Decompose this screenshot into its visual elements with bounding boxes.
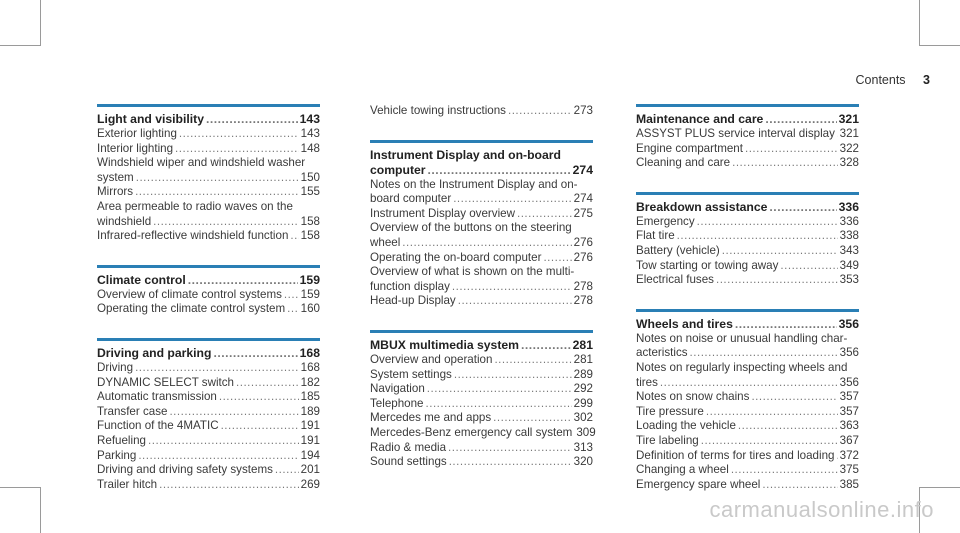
toc-entry[interactable]: [370, 207, 593, 222]
toc-entry[interactable]: [636, 229, 859, 244]
section-rule: [97, 338, 320, 341]
toc-entry[interactable]: [97, 390, 320, 405]
toc-entry[interactable]: [636, 405, 859, 420]
toc-entry-text: Tire labeling: [636, 433, 699, 447]
toc-entry-text: Mercedes me and apps: [370, 411, 492, 425]
toc-entry[interactable]: [370, 397, 593, 412]
dot-leader: [543, 251, 571, 266]
page-ref: 158: [300, 229, 320, 243]
toc-entry-line: Notes on noise or unusual handling char-: [636, 331, 848, 345]
page-ref: 275: [573, 206, 593, 220]
toc-entry[interactable]: [97, 142, 320, 157]
section-title-link[interactable]: [97, 273, 320, 288]
page-ref: 185: [300, 390, 320, 404]
toc-entry-text: Battery (vehicle): [636, 243, 720, 257]
page-ref: 155: [300, 185, 320, 199]
page-ref: 273: [573, 104, 593, 117]
page-ref: 194: [300, 448, 320, 462]
crop-mark: [919, 0, 920, 46]
toc-entry-line: Overview of what is shown on the multi-: [370, 265, 575, 279]
toc-entry[interactable]: [370, 411, 593, 426]
toc-entry-line: Area permeable to radio waves on the: [97, 199, 293, 213]
toc-entry[interactable]: [97, 449, 320, 464]
page-ref: 269: [300, 477, 320, 491]
dot-leader: [751, 390, 837, 405]
crop-mark: [40, 487, 41, 533]
dot-leader: [275, 463, 299, 478]
toc-entry-text: Engine compartment: [636, 141, 743, 155]
dot-leader: [136, 171, 299, 186]
section-title-link[interactable]: [636, 317, 859, 332]
toc-entry-text: Flat tire: [636, 229, 675, 243]
toc-entry[interactable]: [636, 259, 859, 274]
toc-entry[interactable]: [370, 251, 593, 266]
toc-entry[interactable]: [370, 441, 593, 456]
toc-entry[interactable]: [636, 127, 859, 142]
toc-entry-text: Notes on snow chains: [636, 390, 750, 404]
page-ref: 289: [573, 367, 593, 381]
toc-entry[interactable]: [636, 390, 859, 405]
page-ref: 189: [300, 404, 320, 418]
dot-leader: [454, 368, 572, 383]
crop-mark: [919, 487, 960, 488]
toc-entry[interactable]: [97, 229, 320, 244]
dot-leader: [780, 259, 837, 274]
toc-section: [370, 330, 596, 470]
toc-entry[interactable]: [370, 455, 593, 470]
dot-leader: [426, 397, 572, 412]
toc-entry-text: function display: [370, 279, 450, 293]
toc-entry-text: Vehicle towing instructions: [370, 104, 506, 117]
toc-entry[interactable]: [636, 376, 859, 391]
section-rule: [370, 140, 593, 143]
toc-section: [97, 265, 320, 317]
toc-column-3: [636, 104, 859, 513]
page-ref: 336: [839, 214, 859, 228]
section-title-link-text: Maintenance and care: [636, 112, 764, 126]
toc-entry-text: Refueling: [97, 433, 146, 447]
toc-entry-text: Interior lighting: [97, 141, 174, 155]
toc-entry[interactable]: [97, 185, 320, 200]
page-ref: 343: [839, 243, 859, 257]
section-title-link-text: Breakdown assistance: [636, 199, 768, 214]
toc-entry[interactable]: [636, 463, 859, 478]
section-rule: [97, 104, 320, 107]
dot-leader: [287, 302, 299, 317]
toc-entry-text: Head-up Display: [370, 294, 456, 308]
page-ref: 281: [572, 337, 593, 352]
page-ref: 143: [300, 127, 320, 140]
toc-entry-text: Radio & media: [370, 440, 447, 454]
page-ref: 322: [839, 141, 859, 155]
page-ref: 201: [300, 463, 320, 477]
section-rule: [636, 104, 859, 107]
dot-leader: [722, 244, 838, 259]
dot-leader: [701, 434, 838, 449]
dot-leader: [517, 207, 572, 222]
toc-entry-text: Driving: [97, 360, 134, 374]
dot-leader: [428, 163, 571, 178]
toc-entry-text: Function of the 4MATIC: [97, 419, 219, 433]
toc-section: [370, 140, 593, 309]
dot-leader: [731, 463, 838, 478]
toc-entry-text: acteristics: [636, 346, 688, 360]
page-ref: 278: [573, 294, 593, 308]
toc-entry-text: System settings: [370, 367, 452, 381]
dot-leader: [213, 346, 297, 361]
toc-entry-text: Transfer case: [97, 404, 168, 418]
dot-leader: [449, 455, 572, 470]
section-title-link-text: computer: [370, 162, 426, 177]
dot-leader: [219, 390, 299, 405]
toc-entry[interactable]: [370, 280, 593, 295]
dot-leader: [138, 449, 298, 464]
page-ref: 299: [573, 396, 593, 410]
section-title-link-text: Wheels and tires: [636, 316, 733, 331]
toc-entry-text: Cleaning and care: [636, 156, 731, 170]
toc-entry-text: Exterior lighting: [97, 127, 177, 140]
page-ref: 281: [573, 352, 593, 366]
crop-mark: [0, 487, 41, 488]
dot-leader: [769, 200, 836, 215]
toc-entry-text: Definition of terms for tires and loading: [636, 448, 835, 462]
page-ref: 143: [299, 112, 320, 126]
toc-entry[interactable]: [636, 244, 859, 259]
toc-entry-text: Operating the climate control system: [97, 302, 286, 316]
crop-mark: [0, 45, 41, 46]
toc-entry[interactable]: [97, 419, 320, 434]
dot-leader: [148, 434, 299, 449]
page-ref: 302: [573, 411, 593, 425]
toc-entry[interactable]: [97, 302, 320, 317]
page-ref: 309: [576, 425, 596, 439]
toc-entry-text: Emergency: [636, 214, 695, 228]
toc-entry-text: Emergency spare wheel: [636, 477, 761, 491]
dot-leader: [179, 127, 299, 142]
section-title-link[interactable]: [636, 112, 859, 127]
page-ref: 274: [573, 192, 593, 206]
dot-leader: [706, 405, 838, 420]
toc-entry-text: system: [97, 170, 134, 184]
dot-leader: [221, 419, 299, 434]
page-number: 3: [923, 73, 930, 87]
page-ref: 191: [300, 433, 320, 447]
page-ref: 356: [839, 375, 859, 389]
dot-leader: [427, 382, 572, 397]
toc-entry[interactable]: [370, 425, 596, 441]
page-ref: 356: [838, 316, 859, 331]
section-title-link-text: Light and visibility: [97, 112, 204, 126]
page-ref: 148: [300, 141, 320, 155]
toc-entry-text: Tire pressure: [636, 404, 704, 418]
toc-entry-text: Trailer hitch: [97, 477, 158, 491]
toc-entry-text: Automatic transmission: [97, 390, 217, 404]
page-ref: 356: [839, 346, 859, 360]
page-ref: 274: [572, 162, 593, 177]
page-ref: 159: [300, 287, 320, 301]
toc-entry[interactable]: [97, 171, 320, 186]
toc-entry[interactable]: [370, 368, 593, 383]
section-title-link-text: Climate control: [97, 272, 186, 287]
page-ref: 278: [573, 279, 593, 293]
page-ref: 321: [838, 112, 859, 126]
section-rule: [636, 192, 859, 195]
toc-entry-text: Overview and operation: [370, 352, 493, 366]
dot-leader: [135, 185, 299, 200]
dot-leader: [738, 419, 838, 434]
section-rule: [370, 330, 593, 333]
toc-entry-text: Driving and driving safety systems: [97, 463, 273, 477]
page-ref: 168: [299, 345, 320, 360]
toc-entry[interactable]: [370, 104, 593, 119]
crop-mark: [40, 0, 41, 46]
dot-leader: [508, 104, 572, 119]
section-title-link[interactable]: [370, 163, 593, 178]
toc-entry-line: Overview of the buttons on the steering: [370, 221, 572, 235]
page-ref: 276: [573, 250, 593, 264]
page-ref: 160: [300, 302, 320, 316]
toc-entry[interactable]: [636, 419, 859, 434]
toc-entry-text: ASSYST PLUS service interval display: [636, 127, 835, 140]
toc-entry[interactable]: [636, 449, 859, 464]
toc-entry[interactable]: [97, 288, 320, 303]
page-ref: 313: [573, 440, 593, 454]
toc-entry[interactable]: [636, 156, 859, 171]
toc-entry[interactable]: [97, 361, 320, 376]
page-ref: 276: [573, 235, 593, 249]
page-ref: 363: [839, 419, 859, 433]
toc-entry-text: Parking: [97, 448, 137, 462]
toc-entry[interactable]: [636, 273, 859, 288]
toc-section: [636, 192, 859, 288]
toc-entry-text: Instrument Display overview: [370, 206, 515, 220]
toc-entry[interactable]: [370, 236, 593, 251]
page-ref: 328: [839, 156, 859, 170]
dot-leader: [188, 273, 298, 288]
dot-leader: [284, 288, 299, 303]
toc-section: [97, 104, 320, 244]
dot-leader: [153, 215, 299, 230]
toc-entry[interactable]: [636, 346, 859, 361]
dot-leader: [494, 353, 571, 368]
toc-entry-text: Electrical fuses: [636, 273, 714, 287]
toc-entry-line: Notes on regularly inspecting wheels and: [636, 360, 848, 374]
toc-entry[interactable]: [370, 192, 593, 207]
watermark: carmanualsonline.info: [709, 497, 934, 522]
dot-leader: [236, 376, 299, 391]
dot-leader: [135, 361, 299, 376]
page-ref: 320: [573, 455, 593, 469]
dot-leader: [735, 317, 837, 332]
dot-leader: [159, 478, 299, 493]
dot-leader: [402, 236, 571, 251]
toc-entry-line: Notes on the Instrument Display and on-: [370, 177, 578, 191]
page-ref: 336: [838, 199, 859, 214]
page-ref: 372: [839, 448, 859, 462]
toc-column-1: [97, 104, 320, 513]
toc-entry-text: Tow starting or towing away: [636, 258, 779, 272]
page-header: [856, 73, 930, 87]
section-title-link[interactable]: [97, 346, 320, 361]
page-ref: 338: [839, 229, 859, 243]
dot-leader: [493, 411, 571, 426]
toc-entry-text: Mercedes-Benz emergency call system: [370, 425, 573, 439]
header-label: Contents: [855, 73, 906, 87]
dot-leader: [732, 156, 838, 171]
section-title-link-text: Driving and parking: [97, 345, 212, 360]
section-title-link-text: MBUX multimedia system: [370, 337, 519, 352]
section-title-link[interactable]: [370, 338, 593, 353]
toc-entry-text: Mirrors: [97, 185, 134, 199]
toc-entry[interactable]: [97, 463, 320, 478]
toc-entry-text: Operating the on-board computer: [370, 250, 542, 264]
page-ref: 182: [300, 375, 320, 389]
dot-leader: [521, 338, 571, 353]
toc-entry[interactable]: [636, 215, 859, 230]
toc-entry[interactable]: [370, 353, 593, 368]
toc-entry-line: Windshield wiper and windshield washer: [97, 156, 306, 170]
dot-leader: [660, 376, 838, 391]
section-rule: [636, 309, 859, 312]
toc-section: [97, 338, 320, 492]
toc-entry-text: DYNAMIC SELECT switch: [97, 375, 235, 389]
page-ref: 375: [839, 463, 859, 477]
page-ref: 357: [839, 390, 859, 404]
toc-entry-text: Infrared-reflective windshield function: [97, 229, 289, 243]
section-title-link[interactable]: [97, 112, 320, 127]
toc-entry[interactable]: [97, 434, 320, 449]
toc-entry-text: wheel: [370, 235, 401, 249]
section-title-link[interactable]: [636, 200, 859, 215]
dot-leader: [836, 449, 837, 464]
dot-leader: [690, 346, 838, 361]
page-ref: 321: [839, 127, 859, 140]
toc-entry[interactable]: [97, 376, 320, 391]
dot-leader: [290, 229, 298, 244]
toc-section: [370, 104, 593, 119]
page-ref: 292: [573, 382, 593, 396]
dot-leader: [837, 127, 838, 142]
dot-leader: [716, 273, 838, 288]
dot-leader: [762, 478, 837, 493]
dot-leader: [175, 142, 299, 157]
toc-entry-text: Telephone: [370, 396, 424, 410]
toc-entry[interactable]: [370, 382, 593, 397]
toc-entry[interactable]: [636, 142, 859, 157]
dot-leader: [745, 142, 838, 157]
toc-section: [636, 309, 859, 493]
page-ref: 159: [299, 272, 320, 287]
page-ref: 168: [300, 360, 320, 374]
toc-entry-text: Sound settings: [370, 455, 447, 469]
dot-leader: [452, 280, 572, 295]
toc-entry-text: Overview of climate control systems: [97, 287, 282, 301]
toc-entry[interactable]: [97, 215, 320, 230]
toc-entry[interactable]: [636, 434, 859, 449]
toc-entry[interactable]: [97, 478, 320, 493]
section-title: Instrument Display and on-board: [370, 147, 561, 162]
page-ref: 367: [839, 433, 859, 447]
toc-entry[interactable]: [97, 405, 320, 420]
page-ref: 353: [839, 273, 859, 287]
dot-leader: [206, 112, 298, 127]
dot-leader: [765, 112, 836, 127]
dot-leader: [697, 215, 838, 230]
toc-entry-text: Loading the vehicle: [636, 419, 736, 433]
page-ref: 349: [839, 258, 859, 272]
page-ref: 158: [300, 214, 320, 228]
toc-column-2: [370, 104, 596, 491]
crop-mark: [919, 45, 960, 46]
toc-entry-text: tires: [636, 375, 658, 389]
page-ref: 191: [300, 419, 320, 433]
toc-section: [636, 104, 859, 171]
section-rule: [97, 265, 320, 268]
page-ref: 385: [839, 477, 859, 491]
toc-entry-text: windshield: [97, 214, 152, 228]
dot-leader: [458, 294, 572, 309]
page-ref: 357: [839, 404, 859, 418]
dot-leader: [677, 229, 838, 244]
dot-leader: [453, 192, 571, 207]
toc-entry[interactable]: [97, 127, 320, 142]
page-ref: 150: [300, 170, 320, 184]
toc-entry[interactable]: [636, 478, 859, 493]
toc-entry-text: board computer: [370, 192, 452, 206]
toc-entry-text: Navigation: [370, 382, 425, 396]
dot-leader: [448, 441, 572, 456]
toc-entry[interactable]: [370, 294, 593, 309]
dot-leader: [169, 405, 298, 420]
toc-entry-text: Changing a wheel: [636, 463, 729, 477]
